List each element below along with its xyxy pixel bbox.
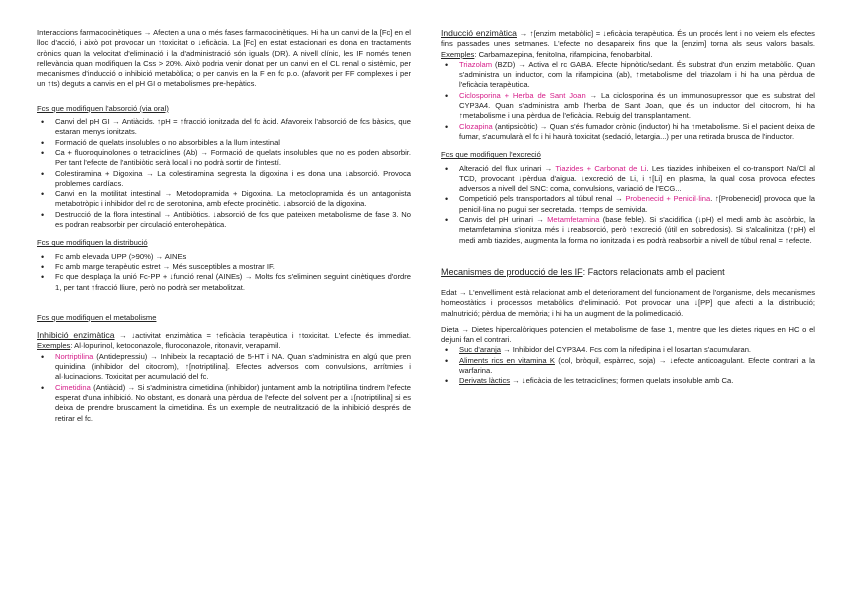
exemples-text: : Al·lopurinol, ketoconazole, fluroconazole, ritonavir, verapamil. xyxy=(70,341,281,351)
exemples-text: : Carbamazepina, fenitoïna, rifampicina, fenobarbital. xyxy=(474,49,653,59)
drug-name: Cimetidina xyxy=(55,382,91,392)
distribucio-heading: Fcs que modifiquen la distribució xyxy=(37,238,148,248)
list-item xyxy=(441,164,815,195)
drug-name: Tiazides + Carbonat de Li xyxy=(555,163,647,173)
drug-name: Nortriptilina xyxy=(55,351,94,361)
excrecio-heading: Fcs que modifiquen l'excreció xyxy=(441,150,541,160)
exemples-label: Exemples xyxy=(441,49,475,59)
food-label: Derivats làctics xyxy=(459,376,511,386)
metabolisme-heading: Fcs que modifiquen el metabolisme xyxy=(37,312,157,322)
food-label: Aliments rics en vitamina K xyxy=(459,355,555,365)
list-item xyxy=(441,215,815,246)
item-text: (col, bròquil, espàrrec, soja) → ↓efecte anticoagulant. Efecte contrari a la warfarina. xyxy=(459,355,815,376)
list-item xyxy=(441,194,815,215)
list-item xyxy=(441,345,815,355)
list-item: • Formació de quelats insolubles o no absorbibles a la llum intestinal xyxy=(37,138,411,148)
inhibicio-paragraph xyxy=(37,330,411,352)
item-text: (Antiàcid) → Si s'administra cimetidina (inhibidor) juntament amb la notriptilina tindrem l'efecte esperat d'una inhibició. No obstant, es donarà una pèrdua de l'efecte del solvent per a ↓[notriptilina] si es deixa de prendre bruscament la cimetidina. És un exemple de neutralització de la inhibició després de retirar el fc. xyxy=(55,382,411,423)
list-item: • Colestiramina + Digoxina → La colestiramina segresta la digoxina i es dona una ↓absorció. Provoca problemes cardíacs. xyxy=(37,169,411,190)
drug-name: Ciclosporina + Herba de Sant Joan xyxy=(459,90,586,100)
item-text: (Antidepressiu) → Inhibeix la recaptació de 5-HT i NA. Quan s'administra en algú que pren quinidina (inhibidor del citocrom), ↑[notriptilina]. Efectes adversos com convulsions, arrítmies i al·lucinacions. Toxicitat per acumulació del fc. xyxy=(55,351,411,382)
item-text: → La ciclosporina és un immunosupressor que es substrat del CYP3A4. Quan s'administra amb l'herba de Sant Joan, que és un inductor del citocrom, hi ha ↑metabolisme i una pèrdua de l'eficàcia. Rebuig del transplantament. xyxy=(459,90,815,121)
list-item: • Fc amb elevada UPP (>90%) → AINEs xyxy=(37,252,411,262)
drug-name: Clozapina xyxy=(459,121,493,131)
list-item: • Fc amb marge terapèutic estret → Més susceptibles a mostrar IF. xyxy=(37,262,411,272)
distribucio-list xyxy=(37,252,411,293)
list-item xyxy=(441,376,815,386)
induccio-list xyxy=(441,60,815,142)
food-label: Suc d'aranja xyxy=(459,345,501,355)
item-post: (base feble). Si s'acidifica (↓pH) el medi amb àc ascòrbic, la metamfetamina s'ionitza més i ↓reabsorció, però ↑excreció (útil en sobredosis). Si s'alcalinitza (↑pH) el medi amb tiazides, augmenta la forma no ionitzada i es podrà reabsorbir a nivell de túbul renal = ↑efecte. xyxy=(459,215,815,245)
mecanismes-heading-underlined: Mecanismes de producció de les IF xyxy=(441,266,583,277)
dieta-paragraph: Dieta → Dietes hipercalòriques potencien el metabolisme de fase 1, mentre que les dietes riques en HC o el dejuni fan el contrari. xyxy=(441,324,815,345)
list-item xyxy=(37,352,411,383)
mecanismes-heading xyxy=(441,266,815,278)
list-item xyxy=(441,356,815,377)
drug-name: Triazolam xyxy=(459,59,493,69)
list-item: • Fc que desplaça la unió Fc-PP + ↓funció renal (AINEs) → Molts fcs s'eliminen seguint cinètiques d'ordre 1, per tant ↑fracció lliure, però no podrà ser metabolitzat. xyxy=(37,272,411,293)
item-text: (antipsicòtic) → Quan s'és fumador crònic (inductor) hi ha ↑metabolisme. Si el pacient deixa de fumar, s'acumularà el fc i hi haurà toxicitat (sedació, letargia...) per una retirada brusca de l'inductor. xyxy=(459,121,815,141)
item-pre: Alteració del flux urinari → xyxy=(459,163,556,173)
item-pre: Competició pels transportadors al túbul renal → xyxy=(459,194,626,204)
induccio-label: Inducció enzimàtica xyxy=(441,28,517,38)
item-text: → Inhibidor del CYP3A4. Fcs com la nifedipina i el losartan s'acumularan. xyxy=(500,345,752,355)
inhibicio-list xyxy=(37,352,411,424)
list-item xyxy=(441,60,815,91)
edat-paragraph: Edat → L'envelliment està relacionat amb el deteriorament del funcionament de l'organisme, dels mecanismes homeostàtics i processos metabòlics d'eliminació. Pot provocar una ↓[PP] que afecti a la distribució; malnutrició; pèrdua de memòria; i hi ha un augment de la polimedicació. xyxy=(441,287,815,318)
list-item: • Canvi del pH GI → Antiàcids. ↑pH = ↑fracció ionitzada del fc àcid. Afavoreix l'absorció de fcs bàsics, que estaran menys ionitzats. xyxy=(37,117,411,138)
list-item: • Destrucció de la flora intestinal → Antibiòtics. ↓absorció de fcs que pateixen metabolisme de fase 3. No es podran reabsorbir per circulació enterohepàtica. xyxy=(37,210,411,231)
item-text: → ↓eficàcia de les tetraciclines; formen quelats insoluble amb Ca. xyxy=(510,376,734,386)
inhibicio-label: Inhibició enzimàtica xyxy=(37,330,115,341)
list-item: • Ca + fluoroquinolones o tetraciclines (Ab) → Formació de quelats insolubles que no es poden absorbir. Per tant l'efecte de l'antibiòtic serà local i no podrà sortir de l'intestí. xyxy=(37,148,411,169)
list-item xyxy=(441,91,815,122)
right-column xyxy=(441,28,815,387)
inhibicio-text: → ↓activitat enzimàtica = ↑eficàcia terapèutica i ↑toxicitat. L'efecte és immediat. xyxy=(114,331,411,341)
list-item: • Canvi en la motilitat intestinal → Metodopramida + Digoxina. La metoclopramida és un antagonista metabotròpic i inhibidor del rc de serotonina, amb efecte procinètic. ↓absorció de la digoxina. xyxy=(37,189,411,210)
exemples-label: Exemples xyxy=(37,341,71,351)
item-pre: Canvis del pH urinari → xyxy=(459,215,548,225)
absorcio-list xyxy=(37,117,411,230)
intro-paragraph: Interaccions farmacocinètiques → Afecten a una o més fases farmacocinètiques. Hi ha un canvi de la [Fc] en el lloc d'acció, i això pot provocar un ↑toxicitat o ↓eficàcia. La [Fc] en estat estacionari es dona en tractaments crònics quan la velocitat d'eliminació i la d'administració són iguals (DR). A nivell clínic, les IF només tenen rellevància quan modifiquen la Css > 20%. Això podria venir donat per un canvi en el CL renal o sistèmic, per mecanismes d'inducció o inhibició metabòlica; o per canvis en la F en fc p.o. (afavorit per FF complexes i per un ↑ts) deguts a canvis en el pH GI o metabolismes pre-hepàtics. xyxy=(37,28,411,89)
drug-name: Probenecid + Penicil·lina xyxy=(625,194,711,204)
excrecio-list xyxy=(441,164,815,246)
item-text: (BZD) → Activa el rc GABA. Efecte hipnòtic/sedant. És substrat d'un enzim metabòlic. Quan s'administra un inductor, com la rifampicina (ab), ↑metabolisme del triazolam i hi ha una pèrdua de l'eficàcia terapèutica. xyxy=(459,59,815,90)
absorcio-heading: Fcs que modifiquen l'absorció (via oral) xyxy=(37,103,169,113)
list-item xyxy=(37,383,411,424)
induccio-paragraph xyxy=(441,28,815,60)
induccio-text: → ↑[enzim metabòlic] = ↓eficàcia terapèutica. És un procés lent i no veiem els efectes fins passades unes setmanes. L'efecte no desapareix fins que la [enzim] torna als seus valors basals. xyxy=(441,29,815,49)
mecanismes-heading-rest: : Factors relacionats amb el pacient xyxy=(582,266,725,277)
left-column xyxy=(37,28,411,424)
list-item xyxy=(441,122,815,143)
item-post: . Les tiazides inhibeixen el co-transport Na/Cl al TCD, provocant ↓pèrdua d'aigua. ↓excreció de Li, i ↑[Li] en plasma, la qual cosa provoca efectes adversos a nivell del SNC: coma, convulsions, variació de l'ECG... xyxy=(459,163,815,194)
dieta-list xyxy=(441,345,815,386)
item-post: . ↑[Probenecid] provoca que la penicil·lina no pugui ser secretada. ↑temps de semivida. xyxy=(459,194,815,214)
drug-name: Metamfetamina xyxy=(547,215,600,225)
